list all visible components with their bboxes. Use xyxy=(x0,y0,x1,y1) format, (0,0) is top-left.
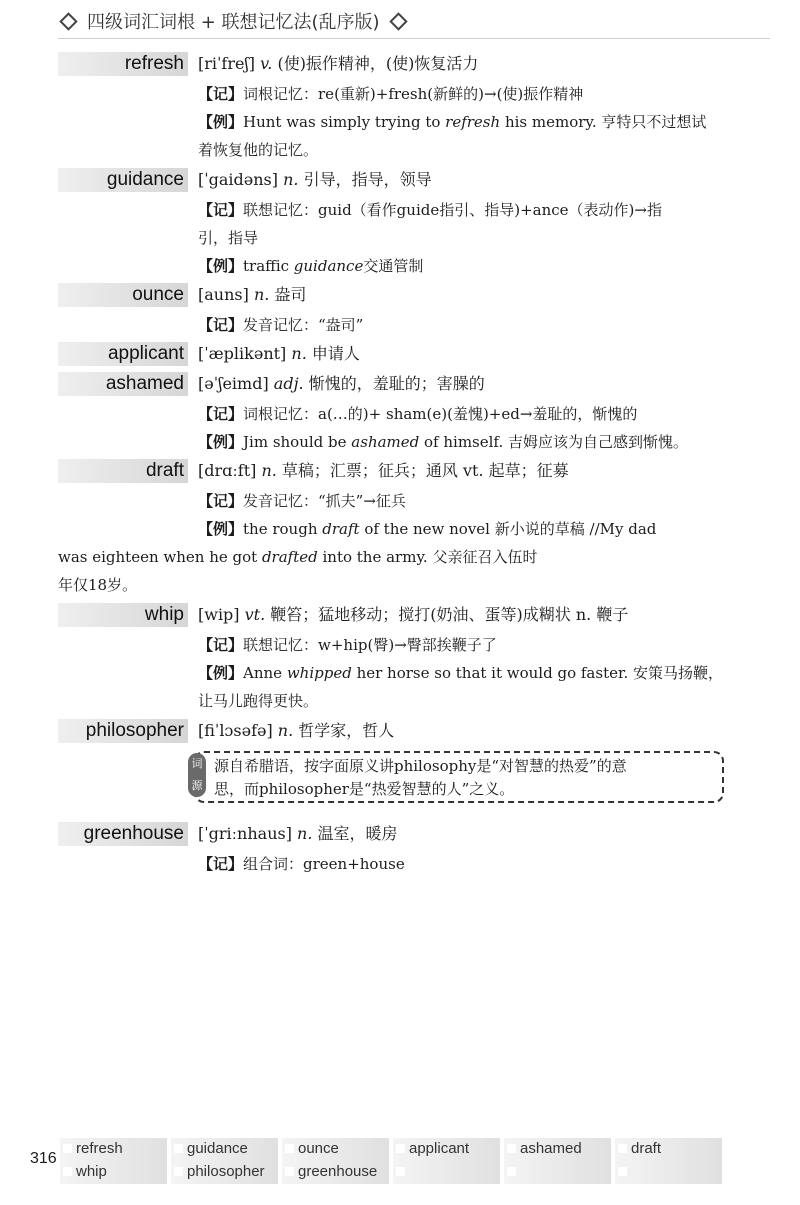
part-of-speech: n. xyxy=(291,344,307,363)
part-of-speech: n. xyxy=(277,721,294,740)
review-checkbox[interactable] xyxy=(504,1161,611,1184)
entry-headline xyxy=(198,822,398,846)
part-of-speech: v. xyxy=(260,54,273,73)
phonetic: [auns] xyxy=(198,285,254,304)
running-header xyxy=(58,8,409,34)
memory-line: 【记】发音记忆：“抓夫”→征兵 xyxy=(198,492,406,510)
definition: 申请人 xyxy=(306,344,360,363)
etymology-badge: 词源 xyxy=(188,753,206,797)
phonetic: [əˈʃeimd] xyxy=(198,374,274,393)
word-bar xyxy=(58,52,188,76)
word-bar xyxy=(58,283,188,307)
word-bar xyxy=(58,372,188,396)
review-checklist xyxy=(60,1138,722,1184)
review-checkbox[interactable]: refresh xyxy=(60,1138,167,1161)
etymology-line: 思，而philosopher是“热爱智慧的人”之义。 xyxy=(214,780,515,798)
phonetic: [ˈæplikənt] xyxy=(198,344,292,363)
headword: refresh xyxy=(124,53,184,74)
phonetic: [wip] xyxy=(198,605,245,624)
word-bar xyxy=(58,603,188,627)
word-bar xyxy=(58,822,188,846)
headword: ounce xyxy=(132,284,184,305)
example-continuation: was eighteen when he got drafted into the army. 父亲征召入伍时 xyxy=(58,548,538,566)
definition: 鞭笞；猛地移动；搅打(奶油、蛋等)成糊状 n. 鞭子 xyxy=(265,605,629,624)
headword: philosopher xyxy=(85,720,184,741)
example-continuation: 让马儿跑得更快。 xyxy=(198,692,319,710)
entry-headline xyxy=(198,342,360,366)
review-checkbox[interactable] xyxy=(393,1161,500,1184)
page-number: 316 xyxy=(30,1150,57,1167)
entry-headline xyxy=(198,603,628,627)
part-of-speech: n. xyxy=(283,170,299,189)
example-line: 【例】Anne whipped her horse so that it would go faster. 安策马扬鞭， xyxy=(198,664,724,682)
phonetic: [riˈfreʃ] xyxy=(198,54,261,73)
review-checkbox[interactable]: applicant xyxy=(393,1138,500,1161)
header-title: 四级词汇词根 + 联想记忆法(乱序版) xyxy=(87,12,380,33)
entry-headline xyxy=(198,283,306,307)
review-checkbox[interactable]: whip xyxy=(60,1161,167,1184)
phonetic: [ˈgriːnhaus] xyxy=(198,824,298,843)
example-line: 【例】the rough draft of the new novel 新小说的草稿 //My dad xyxy=(198,520,657,538)
phonetic: [ˈgaidəns] xyxy=(198,170,284,189)
memory-line: 【记】词根记忆：a(…的)+ sham(e)(羞愧)+ed→羞耻的，惭愧的 xyxy=(198,405,638,423)
word-bar xyxy=(58,459,188,483)
etymology-box xyxy=(191,751,724,803)
review-checkbox[interactable]: philosopher xyxy=(171,1161,278,1184)
review-checkbox[interactable] xyxy=(615,1161,722,1184)
headword: draft xyxy=(145,460,184,481)
entry-headline xyxy=(198,719,394,743)
definition: 引导，指导，领导 xyxy=(298,170,432,189)
headword: guidance xyxy=(106,169,184,190)
memory-continuation: 引，指导 xyxy=(198,229,259,247)
part-of-speech: n. xyxy=(297,824,313,843)
headword: greenhouse xyxy=(83,823,184,844)
part-of-speech: adj. xyxy=(273,374,304,393)
phonetic: [fiˈlɔsəfə] xyxy=(198,721,278,740)
definition: 哲学家，哲人 xyxy=(293,721,395,740)
example-line: 【例】Hunt was simply trying to refresh his memory. 亨特只不过想试 xyxy=(198,113,707,131)
entry-headline xyxy=(198,52,478,76)
part-of-speech: vt. xyxy=(244,605,266,624)
review-checkbox[interactable]: draft xyxy=(615,1138,722,1161)
part-of-speech: n. xyxy=(261,461,277,480)
diamond-bullet-icon xyxy=(59,12,77,30)
diamond-bullet-icon xyxy=(389,12,407,30)
memory-line: 【记】联想记忆：w+hip(臀)→臀部挨鞭子了 xyxy=(198,636,497,654)
review-checkbox[interactable]: ashamed xyxy=(504,1138,611,1161)
definition: 惭愧的，羞耻的；害臊的 xyxy=(303,374,485,393)
entry-headline xyxy=(198,372,485,396)
memory-line: 【记】组合词：green+house xyxy=(198,855,405,873)
headword: ashamed xyxy=(105,373,184,394)
example-line: 【例】traffic guidance交通管制 xyxy=(198,257,424,275)
word-bar xyxy=(58,168,188,192)
definition: 盎司 xyxy=(269,285,307,304)
memory-line: 【记】发音记忆：“盎司” xyxy=(198,316,364,334)
part-of-speech: n. xyxy=(253,285,270,304)
example-line: 【例】Jim should be ashamed of himself. 吉姆应该为自己感到惭愧。 xyxy=(198,433,688,451)
memory-line: 【记】词根记忆：re(重新)+fresh(新鲜的)→(使)振作精神 xyxy=(198,85,584,103)
etymology-line: 源自希腊语，按字面原义讲philosophy是“对智慧的热爱”的意 xyxy=(214,757,627,775)
memory-line: 【记】联想记忆：guid（看作guide指引、指导)+ance（表动作)→指 xyxy=(198,201,662,219)
review-checkbox[interactable]: ounce xyxy=(282,1138,389,1161)
phonetic: [drɑːft] xyxy=(198,461,262,480)
definition: 温室，暖房 xyxy=(312,824,398,843)
headword: applicant xyxy=(107,343,184,364)
word-bar xyxy=(58,719,188,743)
example-continuation: 年仅18岁。 xyxy=(58,576,138,594)
example-continuation: 着恢复他的记忆。 xyxy=(198,141,319,159)
word-bar xyxy=(58,342,188,366)
review-checkbox[interactable]: guidance xyxy=(171,1138,278,1161)
definition: (使)振作精神，(使)恢复活力 xyxy=(272,54,479,73)
header-divider xyxy=(58,38,770,39)
headword: whip xyxy=(144,604,184,625)
entry-headline xyxy=(198,168,432,192)
definition: 草稿；汇票；征兵；通风 vt. 起草；征募 xyxy=(276,461,569,480)
entry-headline xyxy=(198,459,569,483)
review-checkbox[interactable]: greenhouse xyxy=(282,1161,389,1184)
